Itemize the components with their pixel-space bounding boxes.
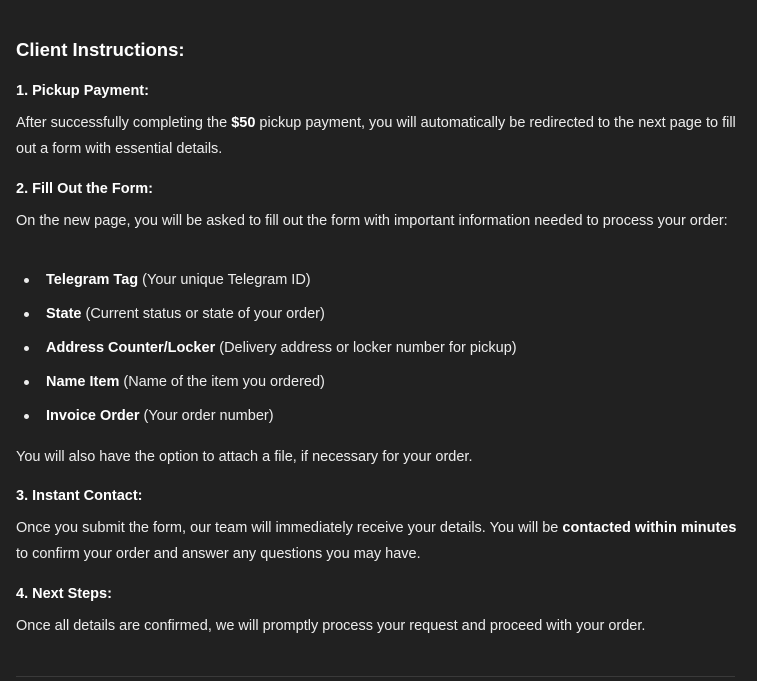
step-1-title: 1. Pickup Payment: bbox=[16, 83, 149, 99]
list-item-label: State bbox=[46, 306, 82, 322]
step-3-text-before: Once you submit the form, our team will immediately receive your details. You will be bbox=[16, 520, 563, 536]
page-title: Client Instructions: bbox=[16, 39, 185, 60]
step-2-title: 2. Fill Out the Form: bbox=[16, 181, 153, 197]
list-item-label: Invoice Order bbox=[46, 408, 140, 424]
bullet-icon bbox=[24, 380, 29, 385]
step-4-title: 4. Next Steps: bbox=[16, 586, 112, 602]
list-item-desc: (Name of the item you ordered) bbox=[119, 374, 325, 390]
step-1-text-before: After successfully completing the bbox=[16, 115, 232, 131]
list-item bbox=[16, 369, 517, 403]
list-item bbox=[16, 267, 517, 301]
step-1-text-after: pickup payment, you will automatically be redirected to the next page to fill out a form with essential details. bbox=[16, 115, 736, 157]
list-item bbox=[16, 403, 517, 437]
bullet-icon bbox=[24, 312, 29, 317]
bullet-icon bbox=[24, 278, 29, 283]
step-3-title: 3. Instant Contact: bbox=[16, 488, 143, 504]
step-4-text: Once all details are confirmed, we will promptly process your request and proceed with your order. bbox=[16, 618, 646, 634]
contact-emphasis: contacted within minutes bbox=[562, 520, 737, 536]
payment-amount: $50 bbox=[231, 115, 256, 131]
list-item-label: Telegram Tag bbox=[46, 272, 139, 288]
divider bbox=[16, 676, 735, 677]
list-item-desc: (Your order number) bbox=[139, 408, 274, 424]
bullet-icon bbox=[24, 346, 29, 351]
list-item-desc: (Current status or state of your order) bbox=[81, 306, 325, 322]
step-3-text bbox=[16, 515, 741, 567]
list-item-desc: (Your unique Telegram ID) bbox=[138, 272, 311, 288]
bullet-icon bbox=[24, 414, 29, 419]
list-item-label: Name Item bbox=[46, 374, 120, 390]
list-item-desc: (Delivery address or locker number for pickup) bbox=[215, 340, 517, 356]
list-item-label: Address Counter/Locker bbox=[46, 340, 216, 356]
step-2-text: On the new page, you will be asked to fill out the form with important information needed to process your order: bbox=[16, 213, 728, 229]
form-fields-list bbox=[16, 267, 517, 437]
step-3-text-after: to confirm your order and answer any questions you may have. bbox=[16, 546, 421, 562]
list-item bbox=[16, 335, 517, 369]
step-1-text bbox=[16, 110, 741, 162]
list-item bbox=[16, 301, 517, 335]
attachment-note: You will also have the option to attach a file, if necessary for your order. bbox=[16, 449, 473, 465]
